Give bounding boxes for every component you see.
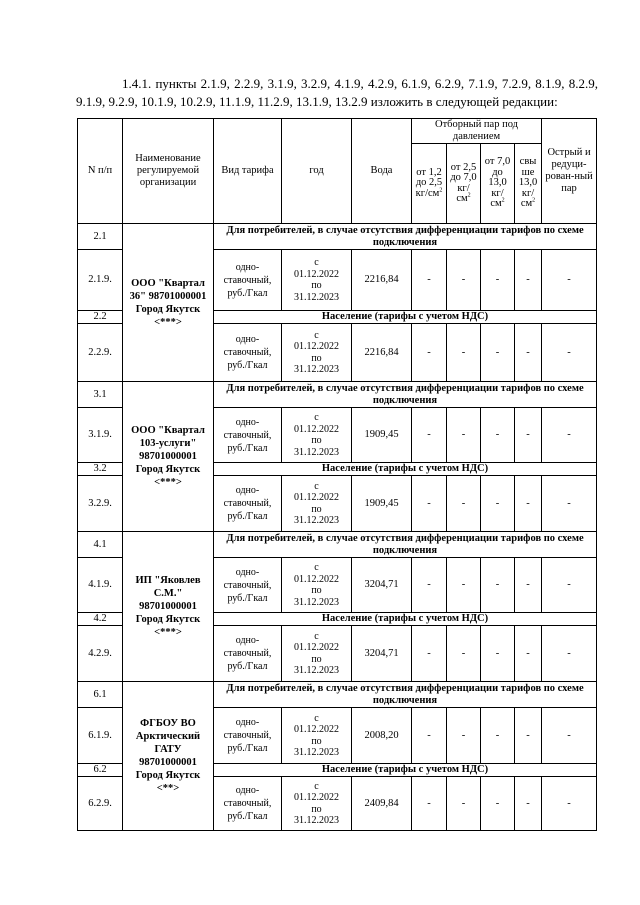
period: с 01.12.2022 по 31.12.2023 — [282, 626, 352, 682]
section-row — [78, 224, 597, 250]
header-voda: Вода — [352, 119, 412, 224]
section-title: Население (тарифы с учетом НДС) — [214, 764, 597, 777]
sharp-steam-value: - — [542, 408, 597, 463]
row-num: 6.2.9. — [78, 777, 123, 831]
org-name: ИП "Яковлев С.М." 98701000001 Город Якутск <***> — [123, 532, 214, 682]
period: с 01.12.2022 по 31.12.2023 — [282, 708, 352, 764]
steam-value: - — [412, 476, 447, 532]
sharp-steam-value: - — [542, 626, 597, 682]
section-row — [78, 382, 597, 408]
intro-paragraph: 1.4.1. пункты 2.1.9, 2.2.9, 3.1.9, 3.2.9, 4.1.9, 4.2.9, 6.1.9, 6.2.9, 7.1.9, 7.2.9, 8.1.9, 8.2.9, 9.1.9, 9.2.9, 10.1.9, 10.2.9, 11.1.9, 11.2.9, 13.1.9, 13.2.9 изложить в следующей редакции: — [76, 76, 598, 109]
section-title: Население (тарифы с учетом НДС) — [214, 463, 597, 476]
water-value: 2008,20 — [352, 708, 412, 764]
section-title: Население (тарифы с учетом НДС) — [214, 613, 597, 626]
row-num: 4.1.9. — [78, 558, 123, 613]
steam-value: - — [515, 250, 542, 311]
table-body — [78, 224, 597, 831]
steam-value: - — [515, 708, 542, 764]
steam-value: - — [481, 408, 515, 463]
tariff-type: одно-ставочный, руб./Гкал — [214, 250, 282, 311]
steam-value: - — [481, 250, 515, 311]
section-num: 4.1 — [78, 532, 123, 558]
header-num: N п/п — [78, 119, 123, 224]
section-title: Для потребителей, в случае отсутствия дифференциации тарифов по схеме подключения — [214, 682, 597, 708]
water-value: 3204,71 — [352, 558, 412, 613]
period: с 01.12.2022 по 31.12.2023 — [282, 476, 352, 532]
steam-value: - — [412, 250, 447, 311]
steam-value: - — [447, 777, 481, 831]
header-god: год — [282, 119, 352, 224]
tariff-type: одно-ставочный, руб./Гкал — [214, 476, 282, 532]
row-num: 4.2.9. — [78, 626, 123, 682]
section-title: Для потребителей, в случае отсутствия дифференциации тарифов по схеме подключения — [214, 532, 597, 558]
steam-value: - — [515, 476, 542, 532]
steam-value: - — [481, 476, 515, 532]
row-num: 3.1.9. — [78, 408, 123, 463]
steam-value: - — [481, 558, 515, 613]
steam-value: - — [481, 626, 515, 682]
water-value: 1909,45 — [352, 476, 412, 532]
period: с 01.12.2022 по 31.12.2023 — [282, 558, 352, 613]
row-num: 2.1.9. — [78, 250, 123, 311]
steam-value: - — [515, 777, 542, 831]
steam-value: - — [412, 708, 447, 764]
section-num: 4.2 — [78, 613, 123, 626]
sharp-steam-value: - — [542, 558, 597, 613]
row-num: 2.2.9. — [78, 324, 123, 382]
steam-value: - — [447, 476, 481, 532]
section-num: 6.2 — [78, 764, 123, 777]
sharp-steam-value: - — [542, 476, 597, 532]
steam-value: - — [515, 558, 542, 613]
org-name: ООО "Квартал 103-услуги" 98701000001 Город Якутск <***> — [123, 382, 214, 532]
steam-value: - — [447, 558, 481, 613]
tariff-type: одно-ставочный, руб./Гкал — [214, 708, 282, 764]
steam-value: - — [481, 708, 515, 764]
section-title: Население (тарифы с учетом НДС) — [214, 311, 597, 324]
steam-value: - — [447, 250, 481, 311]
steam-value: - — [515, 324, 542, 382]
header-org: Наименование регулируемой организации — [123, 119, 214, 224]
steam-value: - — [412, 324, 447, 382]
tariff-type: одно-ставочный, руб./Гкал — [214, 777, 282, 831]
sharp-steam-value: - — [542, 708, 597, 764]
row-num: 3.2.9. — [78, 476, 123, 532]
header-steam-group: Отборный пар под давлением — [412, 119, 542, 144]
section-title: Для потребителей, в случае отсутствия дифференциации тарифов по схеме подключения — [214, 382, 597, 408]
section-num: 6.1 — [78, 682, 123, 708]
sharp-steam-value: - — [542, 777, 597, 831]
section-title: Для потребителей, в случае отсутствия дифференциации тарифов по схеме подключения — [214, 224, 597, 250]
header-vid: Вид тарифа — [214, 119, 282, 224]
period: с 01.12.2022 по 31.12.2023 — [282, 408, 352, 463]
section-num: 2.1 — [78, 224, 123, 250]
steam-value: - — [447, 626, 481, 682]
water-value: 2409,84 — [352, 777, 412, 831]
header-p1: от 1,2 до 2,5 $кг/см^2$ — [412, 144, 447, 224]
header-p4: свы ше 13,0 кг/ $см^2$ — [515, 144, 542, 224]
sharp-steam-value: - — [542, 250, 597, 311]
steam-value: - — [447, 408, 481, 463]
steam-value: - — [515, 626, 542, 682]
tariff-type: одно-ставочный, руб./Гкал — [214, 324, 282, 382]
steam-value: - — [447, 708, 481, 764]
org-name: ФГБОУ ВО Арктический ГАТУ 98701000001 Город Якутск <**> — [123, 682, 214, 831]
water-value: 3204,71 — [352, 626, 412, 682]
header-p3: от 7,0 до 13,0 кг/ $см^2$ — [481, 144, 515, 224]
section-row — [78, 532, 597, 558]
section-num: 3.1 — [78, 382, 123, 408]
header-ostry: Острый и редуци-рован-ный пар — [542, 119, 597, 224]
header-p2: от 2,5 до 7,0 кг/ $см^2$ — [447, 144, 481, 224]
steam-value: - — [481, 324, 515, 382]
sharp-steam-value: - — [542, 324, 597, 382]
period: с 01.12.2022 по 31.12.2023 — [282, 324, 352, 382]
steam-value: - — [447, 324, 481, 382]
steam-value: - — [412, 777, 447, 831]
tariff-type: одно-ставочный, руб./Гкал — [214, 626, 282, 682]
tariff-type: одно-ставочный, руб./Гкал — [214, 408, 282, 463]
period: с 01.12.2022 по 31.12.2023 — [282, 777, 352, 831]
steam-value: - — [515, 408, 542, 463]
water-value: 2216,84 — [352, 250, 412, 311]
section-num: 3.2 — [78, 463, 123, 476]
steam-value: - — [412, 558, 447, 613]
water-value: 2216,84 — [352, 324, 412, 382]
steam-value: - — [412, 408, 447, 463]
tariff-table — [77, 118, 597, 831]
period: с 01.12.2022 по 31.12.2023 — [282, 250, 352, 311]
row-num: 6.1.9. — [78, 708, 123, 764]
org-name: ООО "Квартал 36" 98701000001 Город Якутск <***> — [123, 224, 214, 382]
section-row — [78, 682, 597, 708]
section-num: 2.2 — [78, 311, 123, 324]
water-value: 1909,45 — [352, 408, 412, 463]
steam-value: - — [412, 626, 447, 682]
steam-value: - — [481, 777, 515, 831]
tariff-type: одно-ставочный, руб./Гкал — [214, 558, 282, 613]
